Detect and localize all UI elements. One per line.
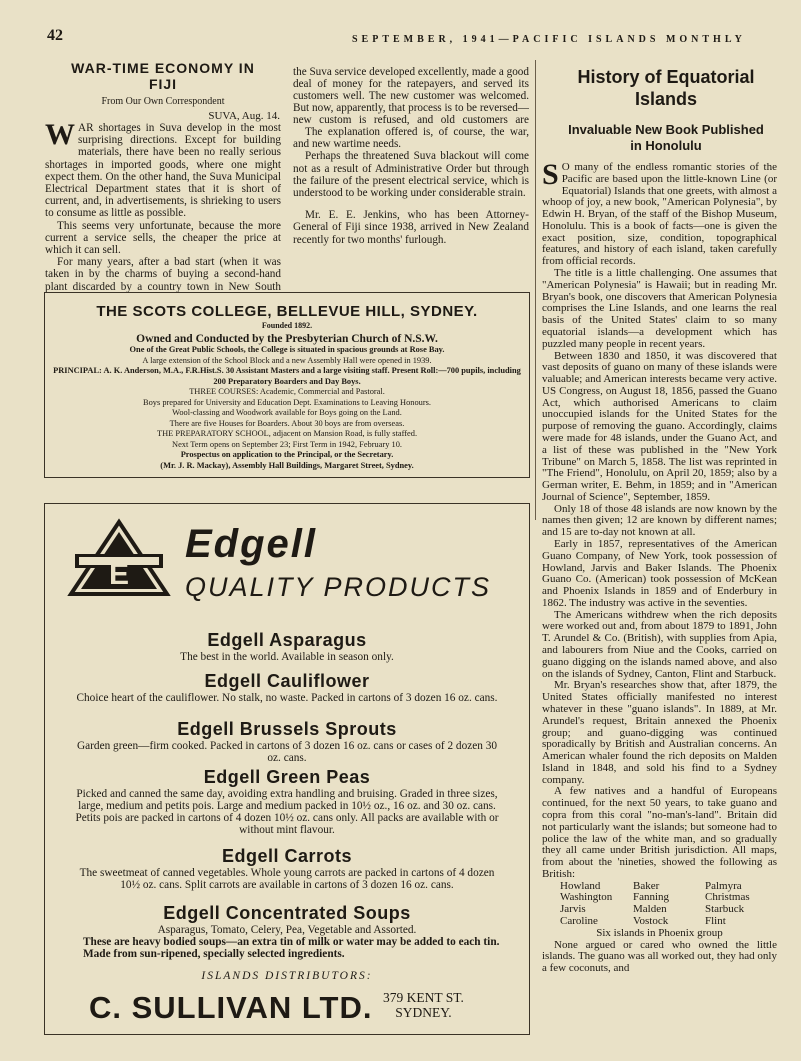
product-asparagus (45, 630, 529, 663)
product-soups (45, 903, 529, 960)
island-name: Malden (633, 903, 667, 916)
product-cauliflower (45, 671, 529, 704)
product-brussels-sprouts (45, 719, 529, 764)
island-name: Washington (560, 891, 613, 904)
scots-line-5: Boys prepared for University and Education Dept. Examinations to Leaving Honours. (143, 397, 431, 407)
history-paragraph-6: The Americans withdrew when the rich deposits were worked out and, from about 1879 to 1891, John T. Arundel & Co. (British), with supplies from Apia, and labourers from Niue and the Cooks, carried on guano digging on the islands named above, and also on the islands of Sydney, Canton, Flint and Starbuck. (542, 608, 777, 680)
page-number: 42 (47, 27, 63, 44)
war-dropcap: W (45, 118, 75, 151)
distributor-address (383, 990, 464, 1020)
island-name: Flint (705, 915, 726, 927)
scots-line-2: A large extension of the School Block and a new Assembly Hall were opened in 1939. (142, 355, 432, 365)
product-desc: Garden green—firm cooked. Packed in cartons of 3 dozen 16 oz. cans or cases of 2 dozen 30 oz. cans. (76, 740, 498, 764)
product-desc: Choice heart of the cauliflower. No stalk, no waste. Packed in cartons of 3 dozen 16 oz. cans. (76, 692, 498, 704)
island-name: Jarvis (560, 903, 586, 916)
island-name: Baker (633, 879, 660, 892)
island-name: Christmas (705, 891, 750, 904)
islands-list (542, 881, 777, 928)
scots-line-10: Prospectus on application to the Principal, or the Secretary. (180, 450, 394, 459)
product-name: Edgell Green Peas (203, 767, 371, 787)
war-paragraph-6: Mr. E. E. Jenkins, who has been Attorney-General of Fiji since 1938, arrived in New Zealand recently for two months' furlough. (293, 209, 529, 246)
war-paragraph-5: Perhaps the threatened Suva blackout will come not as a result of Administrative Order but through the failure of the present electrical service, which is understood to be working under considerable strain. (293, 150, 529, 200)
history-paragraph-1 (542, 158, 777, 268)
address-line-1: 379 KENT ST. (383, 990, 464, 1005)
scots-line-7: There are five Houses for Boarders. About 30 boys are from overseas. (169, 418, 405, 428)
scots-line-6: Wool-classing and Woodwork available for Boys going on the Land. (172, 408, 402, 417)
scots-title: THE SCOTS COLLEGE, BELLEVUE HILL, SYDNEY. (96, 303, 478, 320)
history-p1-text: O many of the endless romantic stories of the Pacific are based upon the little-known Line (or Equatorial) Islands that one greets, with almost a whoop of joy, a new book, "American Polynesia", by Edwin H. Bryan, of the staff of the Bishop Museum, Honolulu. This is a book of facts—one is given the exact position, size, condition, topographical features, and history of each island, taken carefully from official records. (542, 161, 777, 268)
product-green-peas (45, 767, 529, 836)
island-name: Howland (560, 879, 601, 892)
scots-line-11: (Mr. J. R. Mackay), Assembly Hall Buildings, Margaret Street, Sydney. (160, 460, 414, 470)
edgell-brand: Edgell (185, 522, 318, 566)
logo-letter: E (108, 558, 130, 591)
scots-line-8: THE PREPARATORY SCHOOL, adjacent on Mansion Road, is fully staffed. (156, 429, 418, 438)
war-paragraph-4: The explanation offered is, of course, the war, and new wartime needs. (293, 126, 529, 151)
war-article-title (48, 60, 278, 92)
history-paragraph-3: Between 1830 and 1850, it was discovered that vast deposits of guano on many of these islands were valuable; and American interests became very active. US Congress, on August 18, 1856, passed the Guano Act, which authorised Americans to claim unoccupied islands for the United States for the purpose of removing the guano. Accordingly, claims were made for 48 islands, under the Guano Act, and a list of these was published in the "New York Tribune" on March 5, 1858. The list was reprinted in "The Friend", Honolulu, on April 20, 1859; also by a German writer, E. Behm, in 1859; and in "American Journal of Science", September, 1859. (542, 349, 777, 503)
war-paragraph-3: For many years, after a bad start (when it was taken in by the charms of buying a second-hand plant discarded by a country town in New South (45, 256, 281, 293)
war-title-line1: WAR-TIME ECONOMY IN (71, 60, 255, 76)
history-paragraph-7: Mr. Bryan's researches show that, after 1879, the United States officially manifested no interest whatever in these "guano islands". In 1889, at Mr. Arundel's request, Britain annexed the Phoenix group; and guano-digging was continued sporadically by British and Australian concerns. An American whaler found the rich deposits on Malden Island in 1848, and sold his find to a Sydney company. (542, 679, 777, 786)
history-title (540, 66, 792, 110)
war-article-col2 (293, 65, 529, 246)
war-title-line2: FIJI (148, 76, 178, 92)
war-paragraph-3-cont (293, 65, 529, 126)
island-name: Palmyra (705, 879, 742, 892)
product-name: Edgell Cauliflower (204, 671, 370, 691)
distributors-label: ISLANDS DISTRIBUTORS: (201, 970, 373, 982)
history-paragraph-2: The title is a little challenging. One assumes that "American Polynesia" is Hawaii; but in reading Mr. Bryan's book, one discovers that American Polynesia comprises the Line Islands, and one learns the real basis of the United States' claim to so many equatorial islands—a development which has puzzled many people in recent years. (542, 267, 777, 350)
scots-line-4: THREE COURSES: Academic, Commercial and Pastoral. (189, 387, 385, 396)
scots-line-3: PRINCIPAL: A. K. Anderson, M.A., F.R.Hist.S. 30 Assistant Masters and a large visiting staff. Present Roll:—700 pupils, including 200 Preparatory Boarders and Day Boys. (53, 366, 521, 386)
scots-line-9: Next Term opens on September 23; First Term in 1942, February 10. (172, 439, 402, 449)
scots-founded: Founded 1892. (261, 321, 313, 330)
war-paragraph-2: This seems very unfortunate, because the more current a service sells, the cheaper the price at which it can sell. (45, 219, 281, 257)
address-line-2: SYDNEY. (395, 1005, 452, 1020)
history-paragraph-4: Only 18 of those 48 islands are now known by the names then given; 12 are known by different names; and 15 are to-day not known at all. (542, 502, 777, 539)
island-name: Caroline (560, 915, 598, 927)
war-p3-cont-text: the Suva service developed excellently, made a good deal of money for the ratepayers, and served its customers well. The new customer was welcomed. But now, apparently, that process is to be reversed—new custom is refused, and old customers are (293, 65, 529, 126)
product-desc-bold: These are heavy bodied soups—an extra tin of milk or water may be added to each tin. Made from sun-ripened, specially selected ingredients. (83, 936, 500, 960)
product-name: Edgell Asparagus (207, 630, 367, 650)
edgell-logo-icon (67, 518, 171, 598)
island-name: Starbuck (705, 903, 745, 916)
history-paragraph-9: None argued or cared who owned the little islands. The guano was all worked out, they had only a few coconuts, and (542, 938, 777, 975)
running-head: SEPTEMBER, 1941—PACIFIC ISLANDS MONTHLY (352, 34, 746, 45)
scots-line-1: One of the Great Public Schools, the College is situated in spacious grounds at Rose Bay. (129, 345, 445, 354)
product-carrots (45, 846, 529, 891)
phoenix-note: Six islands in Phoenix group (596, 926, 723, 939)
war-byline: From Our Own Correspondent (101, 96, 225, 107)
product-desc: Asparagus, Tomato, Celery, Pea, Vegetable and Assorted. (157, 924, 417, 936)
history-subtitle (540, 122, 792, 154)
product-desc: The sweetmeat of canned vegetables. Whole young carrots are packed in cartons of 4 dozen 10½ oz. cans. Split carrots are available in cartons of 3 dozen 16 oz. cans. (79, 867, 495, 891)
history-paragraph-8: A few natives and a handful of Europeans continued, for the next 50 years, to take guano and copra from this coral "no-man's-land". Britain did not particularly want the islands; but someone had to police the law of the white man, and so gradually they all came under British jurisdiction. All maps, from about the 'nineties, showed the following as British: (542, 785, 777, 880)
product-name: Edgell Carrots (221, 846, 353, 866)
column-rule (535, 60, 536, 520)
island-name: Vostock (633, 915, 669, 927)
distributor-name: C. SULLIVAN LTD. (89, 990, 373, 1025)
product-name: Edgell Concentrated Soups (163, 903, 411, 923)
history-dropcap: S (542, 158, 559, 191)
war-p1-text: AR shortages in Suva develop in the most surprising directions. Except for building materials, there have been no really serious shortages in imported goods, where one might expect them. On the other hand, the Suva Municipal Electrical Department states that it is short of current, and, in advertisements, is shrieking to users to consume as little as possible. (45, 122, 281, 220)
war-article-col1 (45, 118, 281, 293)
product-name: Edgell Brussels Sprouts (177, 719, 397, 739)
edgell-ad (44, 503, 530, 1035)
war-paragraph-1 (45, 118, 281, 220)
scots-college-ad (44, 292, 530, 478)
edgell-tagline: QUALITY PRODUCTS (185, 572, 492, 602)
island-name: Fanning (633, 891, 670, 904)
scots-owned: Owned and Conducted by the Presbyterian Church of N.S.W. (136, 333, 438, 345)
history-title-line2: Islands (634, 89, 698, 109)
history-title-line1: History of Equatorial (577, 67, 755, 87)
history-subtitle-line1: Invaluable New Book Published (568, 122, 764, 137)
history-paragraph-5: Early in 1857, representatives of the American Guano Company, of New York, took possession of Howland, Jarvis and Baker Islands. The Phoenix Guano Co. (American) took possession of McKean and Phoenix Islands in 1859 and of Enderbury in 1862. The industry was active in the seventies. (542, 538, 777, 609)
product-desc: The best in the world. Available in season only. (180, 651, 394, 663)
war-dateline: SUVA, Aug. 14. (208, 110, 280, 122)
history-subtitle-line2: in Honolulu (630, 138, 702, 153)
product-desc: Picked and canned the same day, avoiding extra handling and bruising. Graded in three sizes, large, medium and petits pois. Large and medium packed in 10½ oz., 16 oz. and 30 oz. cans. Petits pois are packed in cartons of 4 dozen 10½ oz. cans only. All packs are available with or without mint flavour. (75, 788, 499, 836)
history-article (542, 158, 777, 975)
